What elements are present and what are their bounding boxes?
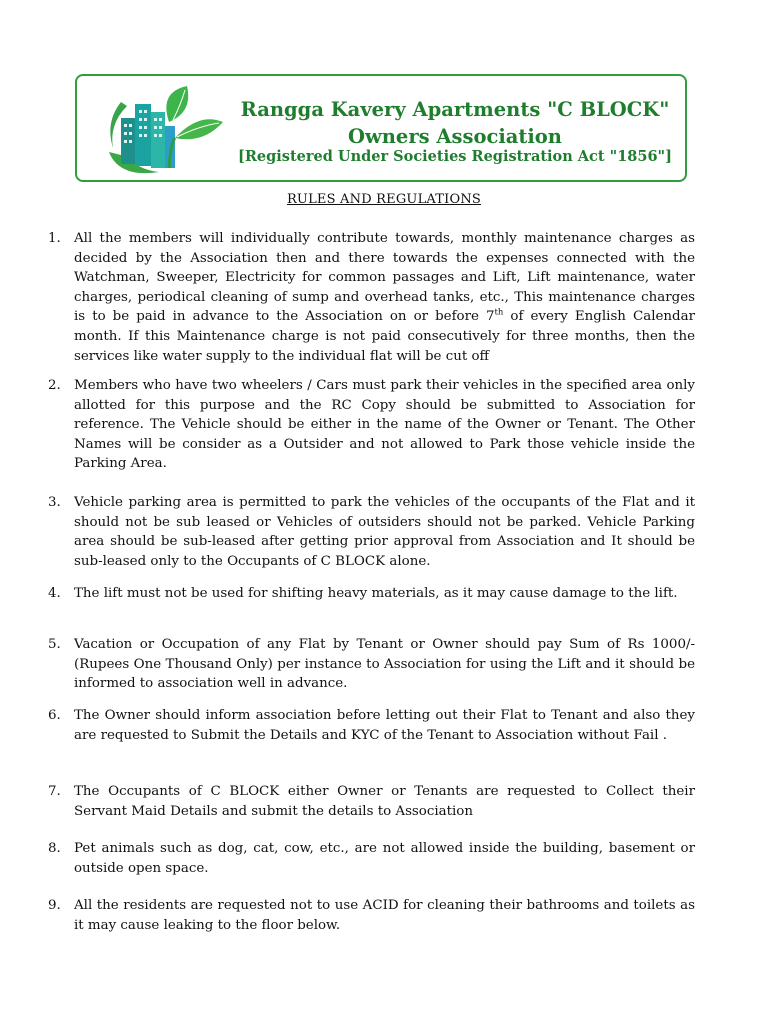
rule-number: 2. bbox=[48, 378, 61, 393]
rule-item-4 bbox=[48, 584, 695, 604]
rule-text-part: All the members will individually contribute towards, monthly maintenance charges as decided by the Association then and there towards the expenses connected with the Watchman, Sweeper, Electricity for common passages and Lift, Lift maintenance, water charges, periodical cleaning of sump and overhead tanks, etc., This maintenance charges is to be paid in advance to the Association on or before 7 bbox=[74, 231, 695, 325]
rule-item-6 bbox=[48, 706, 695, 745]
rule-item-2 bbox=[48, 376, 695, 474]
rule-item-9 bbox=[48, 896, 695, 935]
rule-number: 7. bbox=[48, 784, 61, 799]
org-name-line2: Owners Association bbox=[347, 125, 562, 148]
rule-number: 4. bbox=[48, 586, 61, 601]
rule-text: Vehicle parking area is permitted to park the vehicles of the occupants of the Flat and it should not be sub leased or Vehicles of outsiders should not be parked. Vehicle Parking area should be sub-leased after getting prior approval from Association and It should be sub-leased only to the Occupants of C BLOCK alone. bbox=[74, 495, 695, 569]
rule-text: Pet animals such as dog, cat, cow, etc., are not allowed inside the building, basement or outside open space. bbox=[74, 841, 695, 876]
rule-text: The lift must not be used for shifting heavy materials, as it may cause damage to the lift. bbox=[74, 586, 678, 601]
rule-number: 5. bbox=[48, 637, 61, 652]
ordinal-superscript: th bbox=[494, 307, 504, 318]
rule-number: 6. bbox=[48, 708, 61, 723]
letterhead bbox=[75, 74, 687, 182]
rule-number: 1. bbox=[48, 231, 61, 246]
rule-item-8 bbox=[48, 839, 695, 878]
rule-number: 3. bbox=[48, 495, 61, 510]
document-title: RULES AND REGULATIONS bbox=[286, 192, 482, 207]
rule-text: Members who have two wheelers / Cars must park their vehicles in the specified area only allotted for this purpose and the RC Copy should be submitted to Association for reference. The Vehicle should be either in the name of the Owner or Tenant. The Other Names will be consider as a Outsider and not allowed to Park those vehicle inside the Parking Area. bbox=[74, 378, 695, 472]
registration-text: [Registered Under Societies Registration Act "1856"] bbox=[238, 148, 672, 165]
rule-text: Vacation or Occupation of any Flat by Tenant or Owner should pay Sum of Rs 1000/- (Rupees One Thousand Only) per instance to Association for using the Lift and it should be informed to association well in advance. bbox=[74, 637, 695, 692]
rule-text bbox=[74, 231, 695, 364]
org-name bbox=[235, 96, 675, 150]
rule-text: All the residents are requested not to use ACID for cleaning their bathrooms and toilets as it may cause leaking to the floor below. bbox=[74, 898, 695, 933]
rule-item-5 bbox=[48, 635, 695, 694]
rule-text: The Owner should inform association before letting out their Flat to Tenant and also they are requested to Submit the Details and KYC of the Tenant to Association without Fail . bbox=[74, 708, 695, 743]
rule-number: 8. bbox=[48, 841, 61, 856]
rule-number: 9. bbox=[48, 898, 61, 913]
org-name-line1: Rangga Kavery Apartments "C BLOCK" bbox=[240, 98, 670, 121]
rule-text: The Occupants of C BLOCK either Owner or Tenants are requested to Collect their Servant Maid Details and submit the details to Association bbox=[74, 784, 695, 819]
rule-item-1 bbox=[48, 229, 695, 366]
rule-text-part: of every English Calendar month. If this Maintenance charge is not paid consecutively for three months, then the services like water supply to the individual flat will be cut off bbox=[74, 309, 695, 364]
rule-item-3 bbox=[48, 493, 695, 571]
rule-item-7 bbox=[48, 782, 695, 821]
green-buildings-leaf-logo-icon bbox=[99, 82, 227, 178]
